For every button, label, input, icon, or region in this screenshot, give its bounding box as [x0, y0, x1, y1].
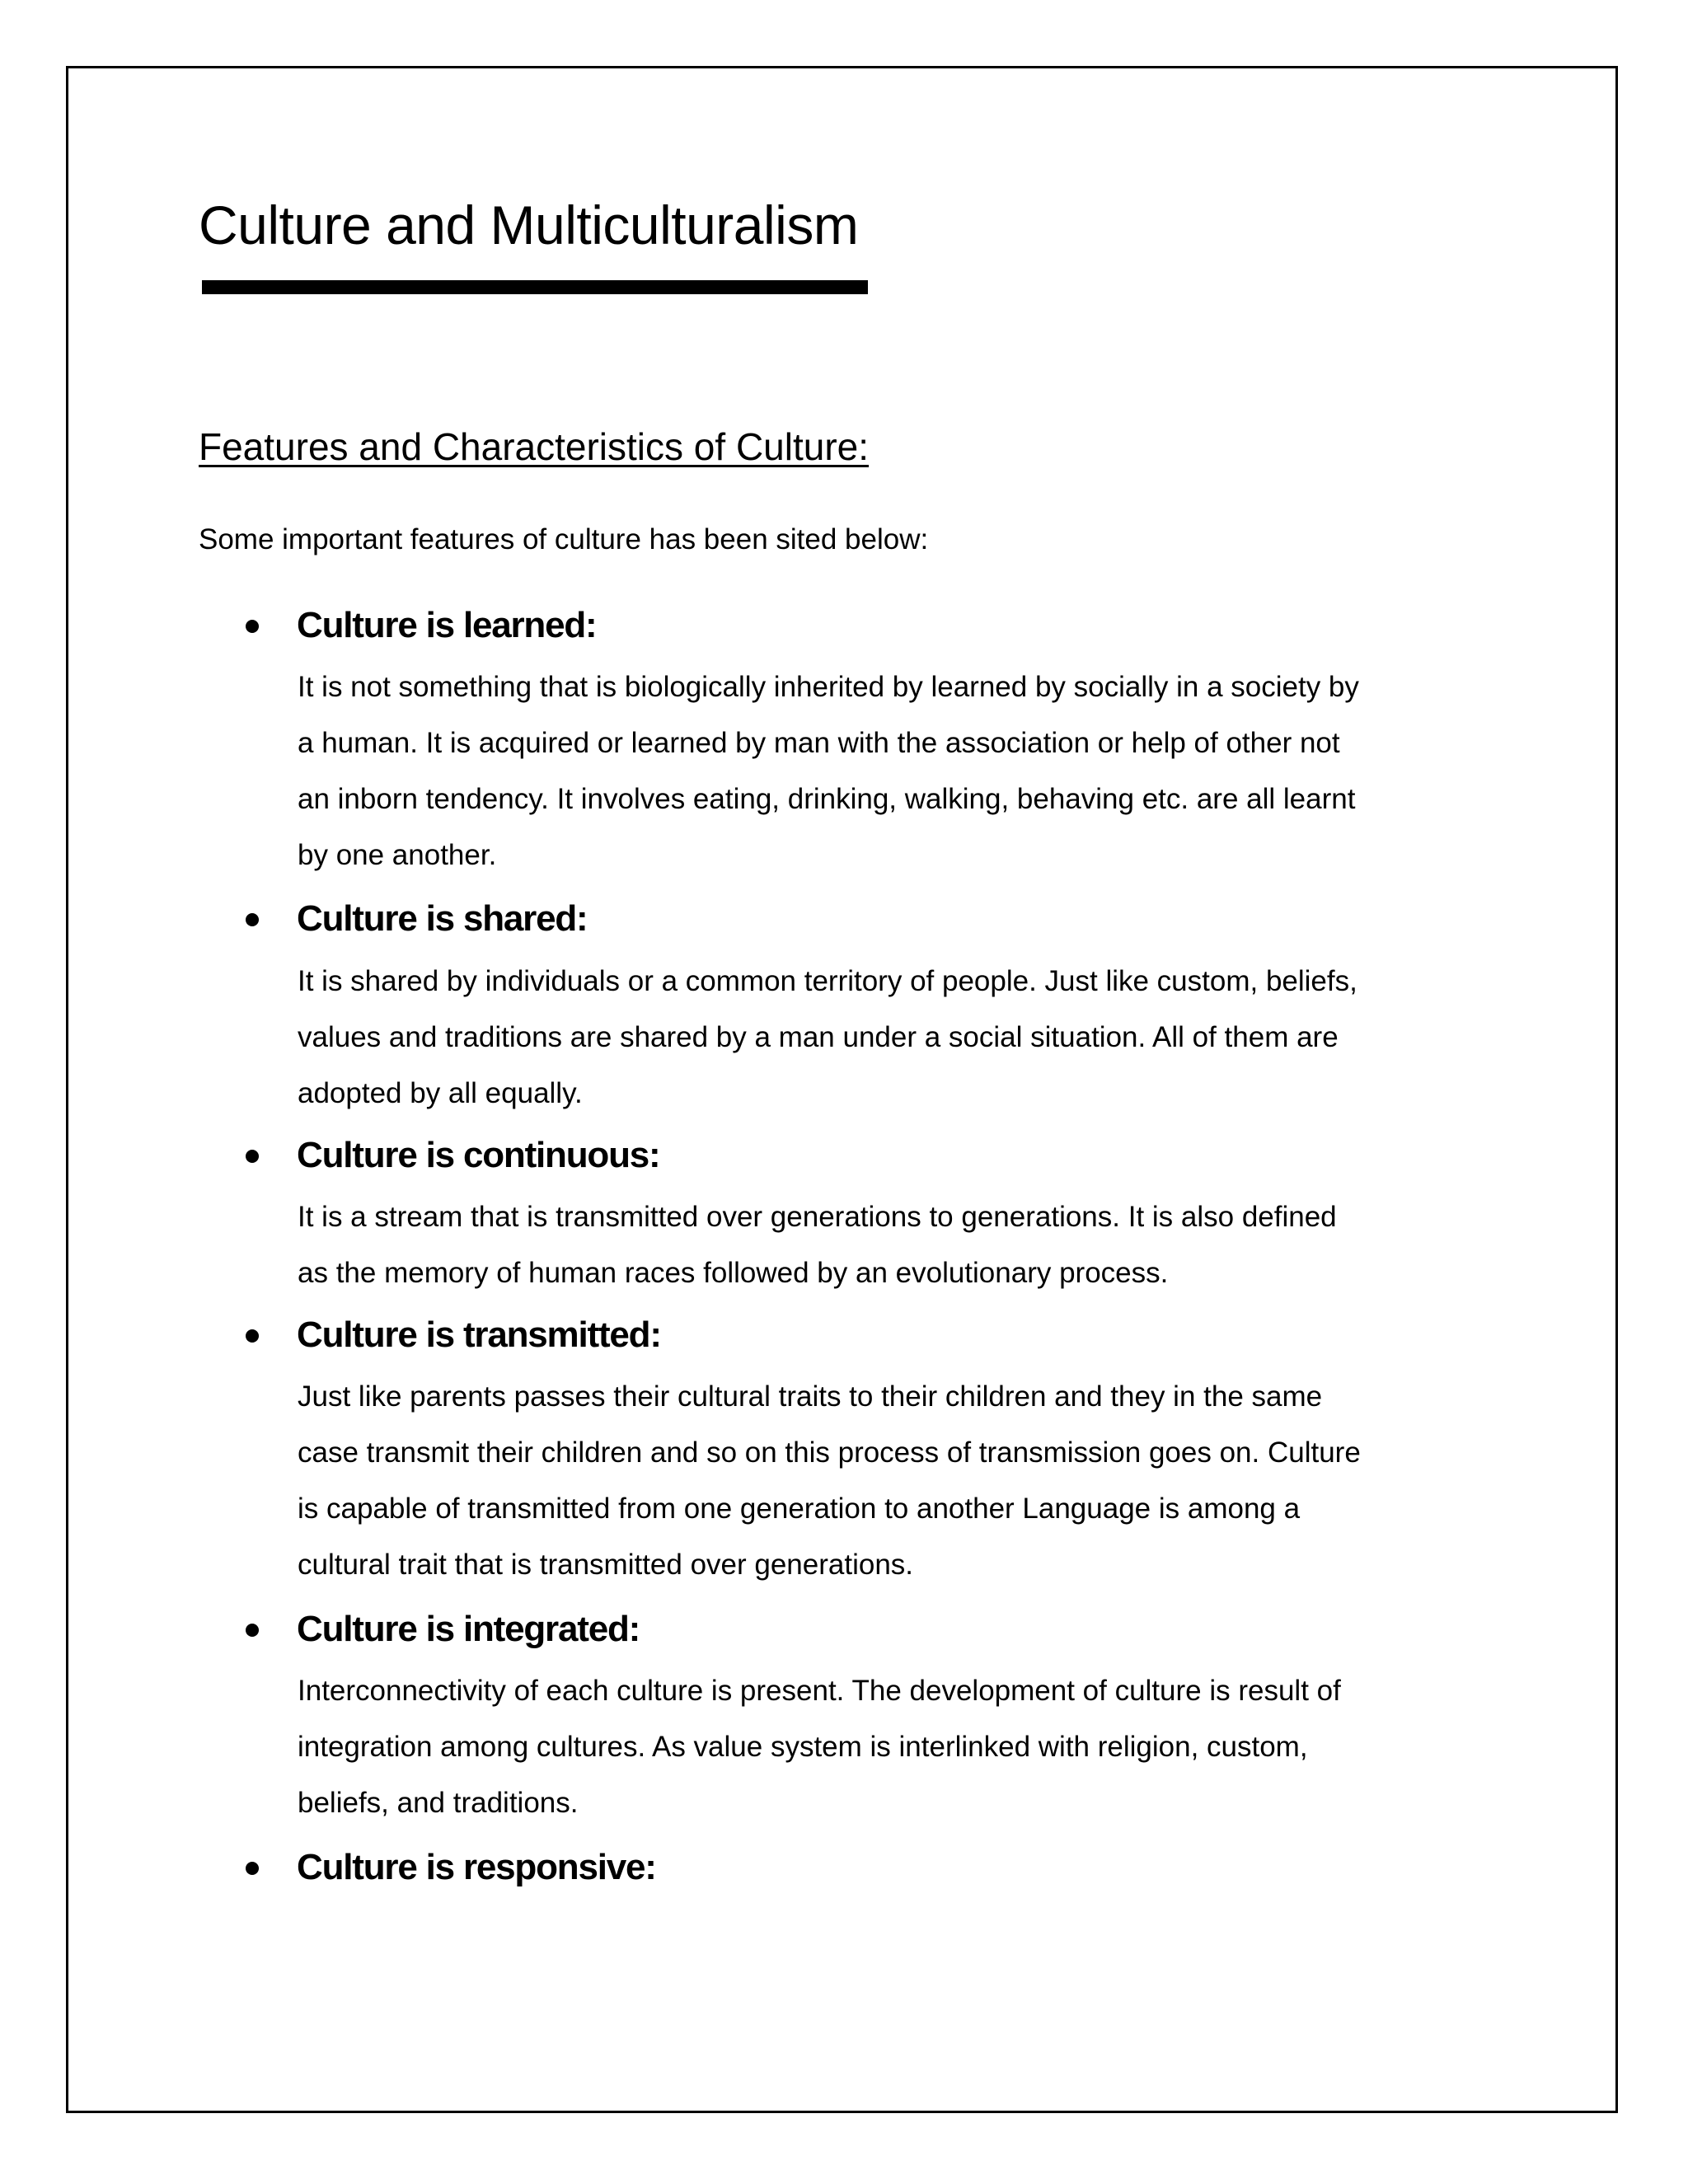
body-line: It is a stream that is transmitted over generations to generations. It is also defined	[298, 1201, 1337, 1233]
body-line: beliefs, and traditions.	[298, 1787, 579, 1819]
body-line: Just like parents passes their cultural traits to their children and they in the same	[298, 1380, 1323, 1413]
body-line: by one another.	[298, 839, 497, 871]
body-line: It is shared by individuals or a common territory of people. Just like custom, beliefs,	[298, 965, 1357, 997]
title-underline-bar	[202, 280, 868, 294]
bullet-icon	[246, 1150, 259, 1163]
item-body-transmitted	[298, 1369, 1484, 1593]
item-body-continuous	[298, 1189, 1484, 1301]
bullet-icon	[246, 1624, 259, 1637]
bullet-icon	[246, 1862, 259, 1875]
item-body-shared	[298, 954, 1484, 1122]
body-line: integration among cultures. As value system is interlinked with religion, custom,	[298, 1731, 1308, 1763]
body-line: cultural trait that is transmitted over generations.	[298, 1549, 914, 1581]
body-line: values and traditions are shared by a man under a social situation. All of them are	[298, 1021, 1339, 1053]
body-line: is capable of transmitted from one generation to another Language is among a	[298, 1493, 1301, 1525]
item-heading-shared: Culture is shared:	[297, 898, 588, 939]
item-heading-integrated: Culture is integrated:	[297, 1609, 640, 1649]
bullet-icon	[246, 620, 259, 633]
item-heading-learned: Culture is learned:	[297, 605, 597, 645]
item-body-integrated	[298, 1663, 1484, 1831]
body-line: adopted by all equally.	[298, 1077, 583, 1109]
body-line: case transmit their children and so on this process of transmission goes on. Culture	[298, 1436, 1361, 1469]
body-line: as the memory of human races followed by an evolutionary process.	[298, 1257, 1169, 1289]
section-heading: Features and Characteristics of Culture:	[199, 425, 870, 468]
item-heading-responsive: Culture is responsive:	[297, 1847, 656, 1887]
page-title: Culture and Multiculturalism	[199, 194, 859, 255]
body-line: It is not something that is biologically inherited by learned by socially in a society by	[298, 671, 1359, 703]
item-heading-continuous: Culture is continuous:	[297, 1135, 660, 1175]
body-line: a human. It is acquired or learned by man with the association or help of other not	[298, 727, 1340, 759]
body-line: an inborn tendency. It involves eating, drinking, walking, behaving etc. are all learnt	[298, 783, 1356, 815]
item-body-learned	[298, 659, 1484, 883]
body-line: Interconnectivity of each culture is present. The development of culture is result of	[298, 1675, 1341, 1707]
intro-text: Some important features of culture has been sited below:	[199, 523, 929, 555]
bullet-icon	[246, 1329, 259, 1343]
bullet-icon	[246, 913, 259, 926]
item-heading-transmitted: Culture is transmitted:	[297, 1315, 661, 1355]
